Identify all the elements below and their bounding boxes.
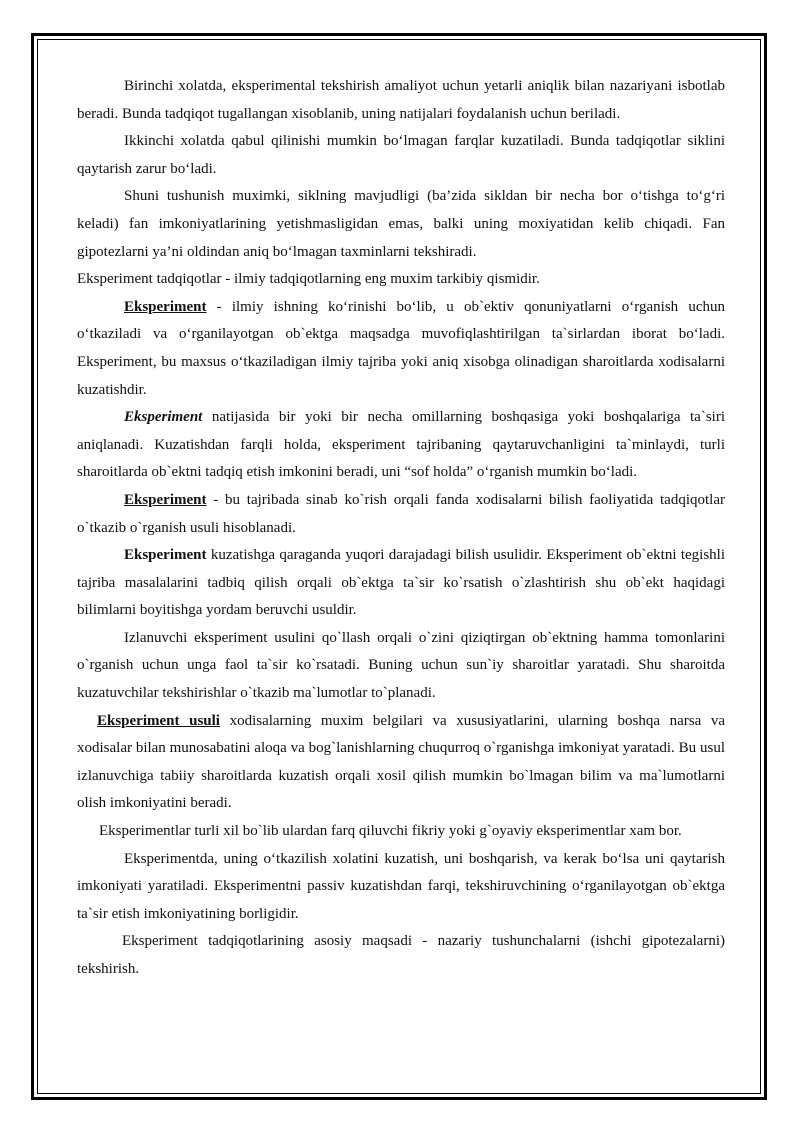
term-eksperiment-bold: Eksperiment bbox=[124, 547, 207, 564]
paragraph-4: Eksperiment tadqiqotlar - ilmiy tadqiqotlarning eng muxim tarkibiy qismidir. bbox=[77, 271, 540, 288]
term-eksperiment: Eksperiment bbox=[124, 491, 207, 508]
term-eksperiment-italic: Eksperiment bbox=[124, 409, 203, 426]
paragraph-8 bbox=[77, 542, 725, 625]
paragraph-8-text: kuzatishga qaraganda yuqori darajadagi bilish usulidir. Eksperiment ob`ektni tegishli tajriba masalalarini tadbiq qilish orqali ob`ektga ta`sir ko`rsatish o`zlashtirish shu ob`ekt haqidagi bilimlarni boyitishga yordam beruvchi usuldir. bbox=[77, 547, 725, 619]
paragraph-1: Birinchi xolatda, eksperimental tekshirish amaliyot uchun yetarli aniqlik bilan nazariyani isbotlab beradi. Bunda tadqiqot tugallangan xisoblanib, uning natijalari foydalanish uchun beriladi. bbox=[77, 78, 725, 122]
paragraph-12: Eksperimentda, uning oʻtkazilish xolatini kuzatish, uni boshqarish, va kerak boʻlsa uni qaytarish imkoniyati yaratiladi. Eksperimentni passiv kuzatishdan farqi, tekshiruvchining oʻrganilayotgan ob`ektga ta`sir etish imkoniyatining borligidir. bbox=[77, 850, 725, 922]
paragraph-5 bbox=[77, 294, 725, 404]
paragraph-11: Eksperimentlar turli xil bo`lib ulardan farq qiluvchi fikriy yoki g`oyaviy eksperimentlar xam bor. bbox=[99, 823, 682, 840]
term-eksperiment-usuli: Eksperiment usuli bbox=[97, 712, 220, 729]
document-body bbox=[77, 73, 725, 984]
paragraph-6 bbox=[77, 404, 725, 487]
paragraph-2: Ikkinchi xolatda qabul qilinishi mumkin boʻlmagan farqlar kuzatiladi. Bunda tadqiqotlar siklini qaytarish zarur boʻladi. bbox=[77, 133, 725, 177]
paragraph-3: Shuni tushunish muximki, siklning mavjudligi (ba’zida sikldan bir necha bor oʻtishga toʻgʻri keladi) fan imkoniyatlarining yetishmasligidan emas, balki uning moxiyatidan kelib chiqadi. Fan gipotezlarni ya’ni oldindan aniq boʻlmagan taxminlarni tekshiradi. bbox=[77, 188, 725, 260]
paragraph-10-text: xodisalarning muxim belgilari va xususiyatlarini, ularning boshqa narsa va xodisalar bilan munosabatini aloqa va bog`lanishlarning chuqurroq o`rganishga imkoniyat yaratadi. Bu usul izlanuvchiga tabiiy sharoitlarda kuzatish orqali xosil qilish mumkin bo`lmagan bilim va ma`lumotlarni olish imkoniyatini beradi. bbox=[77, 712, 726, 812]
paragraph-7 bbox=[77, 487, 725, 542]
paragraph-13: Eksperiment tadqiqotlarining asosiy maqsadi - nazariy tushunchalarni (ishchi gipotezalarni) tekshirish. bbox=[77, 933, 725, 977]
paragraph-9: Izlanuvchi eksperiment usulini qo`llash orqali o`zini qiziqtirgan ob`ektning hamma tomonlarini o`rganish uchun unga faol ta`sir ko`rsatadi. Buning uchun sun`iy sharoitlar yaratadi. Shu sharoitda kuzatuvchilar tekshirishlar o`tkazib ma`lumotlar to`planadi. bbox=[77, 629, 725, 702]
paragraph-7-text: - bu tajribada sinab ko`rish orqali fanda xodisalarni bilish faoliyatida tadqiqotlar o`tkazib o`rganish usuli hisoblanadi. bbox=[77, 491, 725, 536]
term-eksperiment: Eksperiment bbox=[124, 298, 207, 315]
paragraph-6-text: natijasida bir yoki bir necha omillarning boshqasiga yoki boshqalariga ta`siri aniqlanadi. Kuzatishdan farqli holda, eksperiment tajribaning qaytaruvchanligini ta`minlaydi, turli sharoitlarda ob`ektni tadqiq etish imkonini beradi, uni “sof holda” oʻrganish mumkin boʻladi. bbox=[77, 409, 725, 481]
paragraph-10 bbox=[77, 708, 725, 818]
paragraph-5-text: - ilmiy ishning koʻrinishi boʻlib, u ob`ektiv qonuniyatlarni oʻrganish uchun oʻtkaziladi va oʻrganilayotgan ob`ektga maqsadga muvofiqlashtirilgan ta`sirlardan iborat boʻladi. Eksperiment, bu maxsus oʻtkaziladigan ilmiy tajriba yoki aniq xisobga olinadigan sharoitlarda xodisalarni kuzatishdir. bbox=[77, 298, 725, 398]
